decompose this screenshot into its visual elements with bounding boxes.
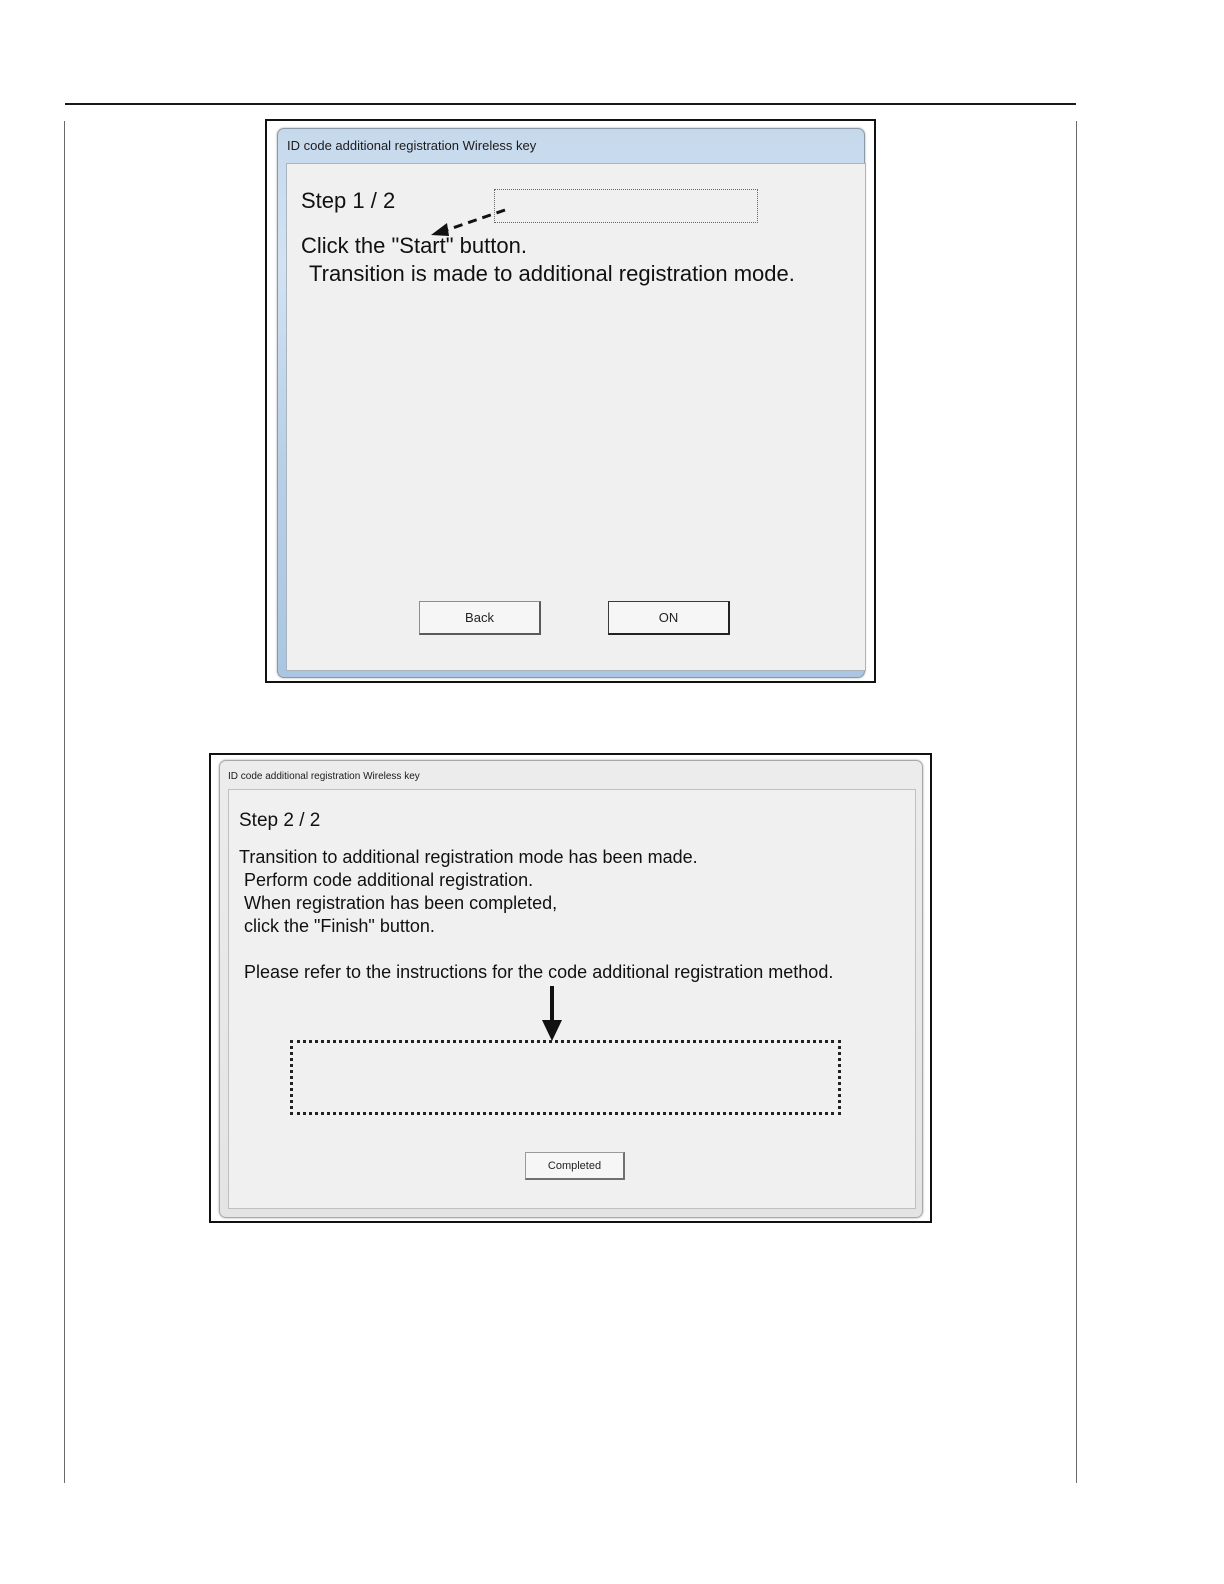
instruction-line-2: Perform code additional registration. [244,870,534,890]
step-indicator: Step 2 / 2 [239,810,321,831]
back-button[interactable]: Back [419,601,541,635]
instruction-line-1: Transition to additional registration mode has been made. [239,847,698,867]
dialog-window-step-2 [219,760,923,1218]
page-top-rule [65,103,1076,105]
page-left-rule [64,121,65,1483]
dialog-window-step-1 [277,128,865,678]
window-title: ID code additional registration Wireless key [228,771,420,782]
instruction-line-4: click the "Finish" button. [244,916,435,936]
instruction-line-3: When registration has been completed, [244,893,558,913]
dialog-client-area [286,163,866,671]
instruction-line-1: Click the "Start" button. [301,233,527,258]
on-button[interactable]: ON [608,601,730,635]
dialog-client-area [228,789,916,1209]
page-right-rule [1076,121,1077,1483]
registration-area-placeholder [290,1040,841,1115]
down-arrow-icon [541,986,563,1042]
instruction-text [301,232,795,288]
instruction-text [239,846,833,984]
step-indicator: Step 1 / 2 [301,188,396,213]
spacer [239,938,833,961]
screenshot-step-2 [209,753,932,1223]
window-title: ID code additional registration Wireless key [287,138,537,153]
screenshot-step-1 [265,119,876,683]
instruction-line-2: Transition is made to additional registration mode. [309,261,795,286]
completed-button[interactable]: Completed [525,1152,625,1180]
instruction-note: Please refer to the instructions for the code additional registration method. [244,962,834,982]
start-button-placeholder[interactable] [494,189,758,223]
